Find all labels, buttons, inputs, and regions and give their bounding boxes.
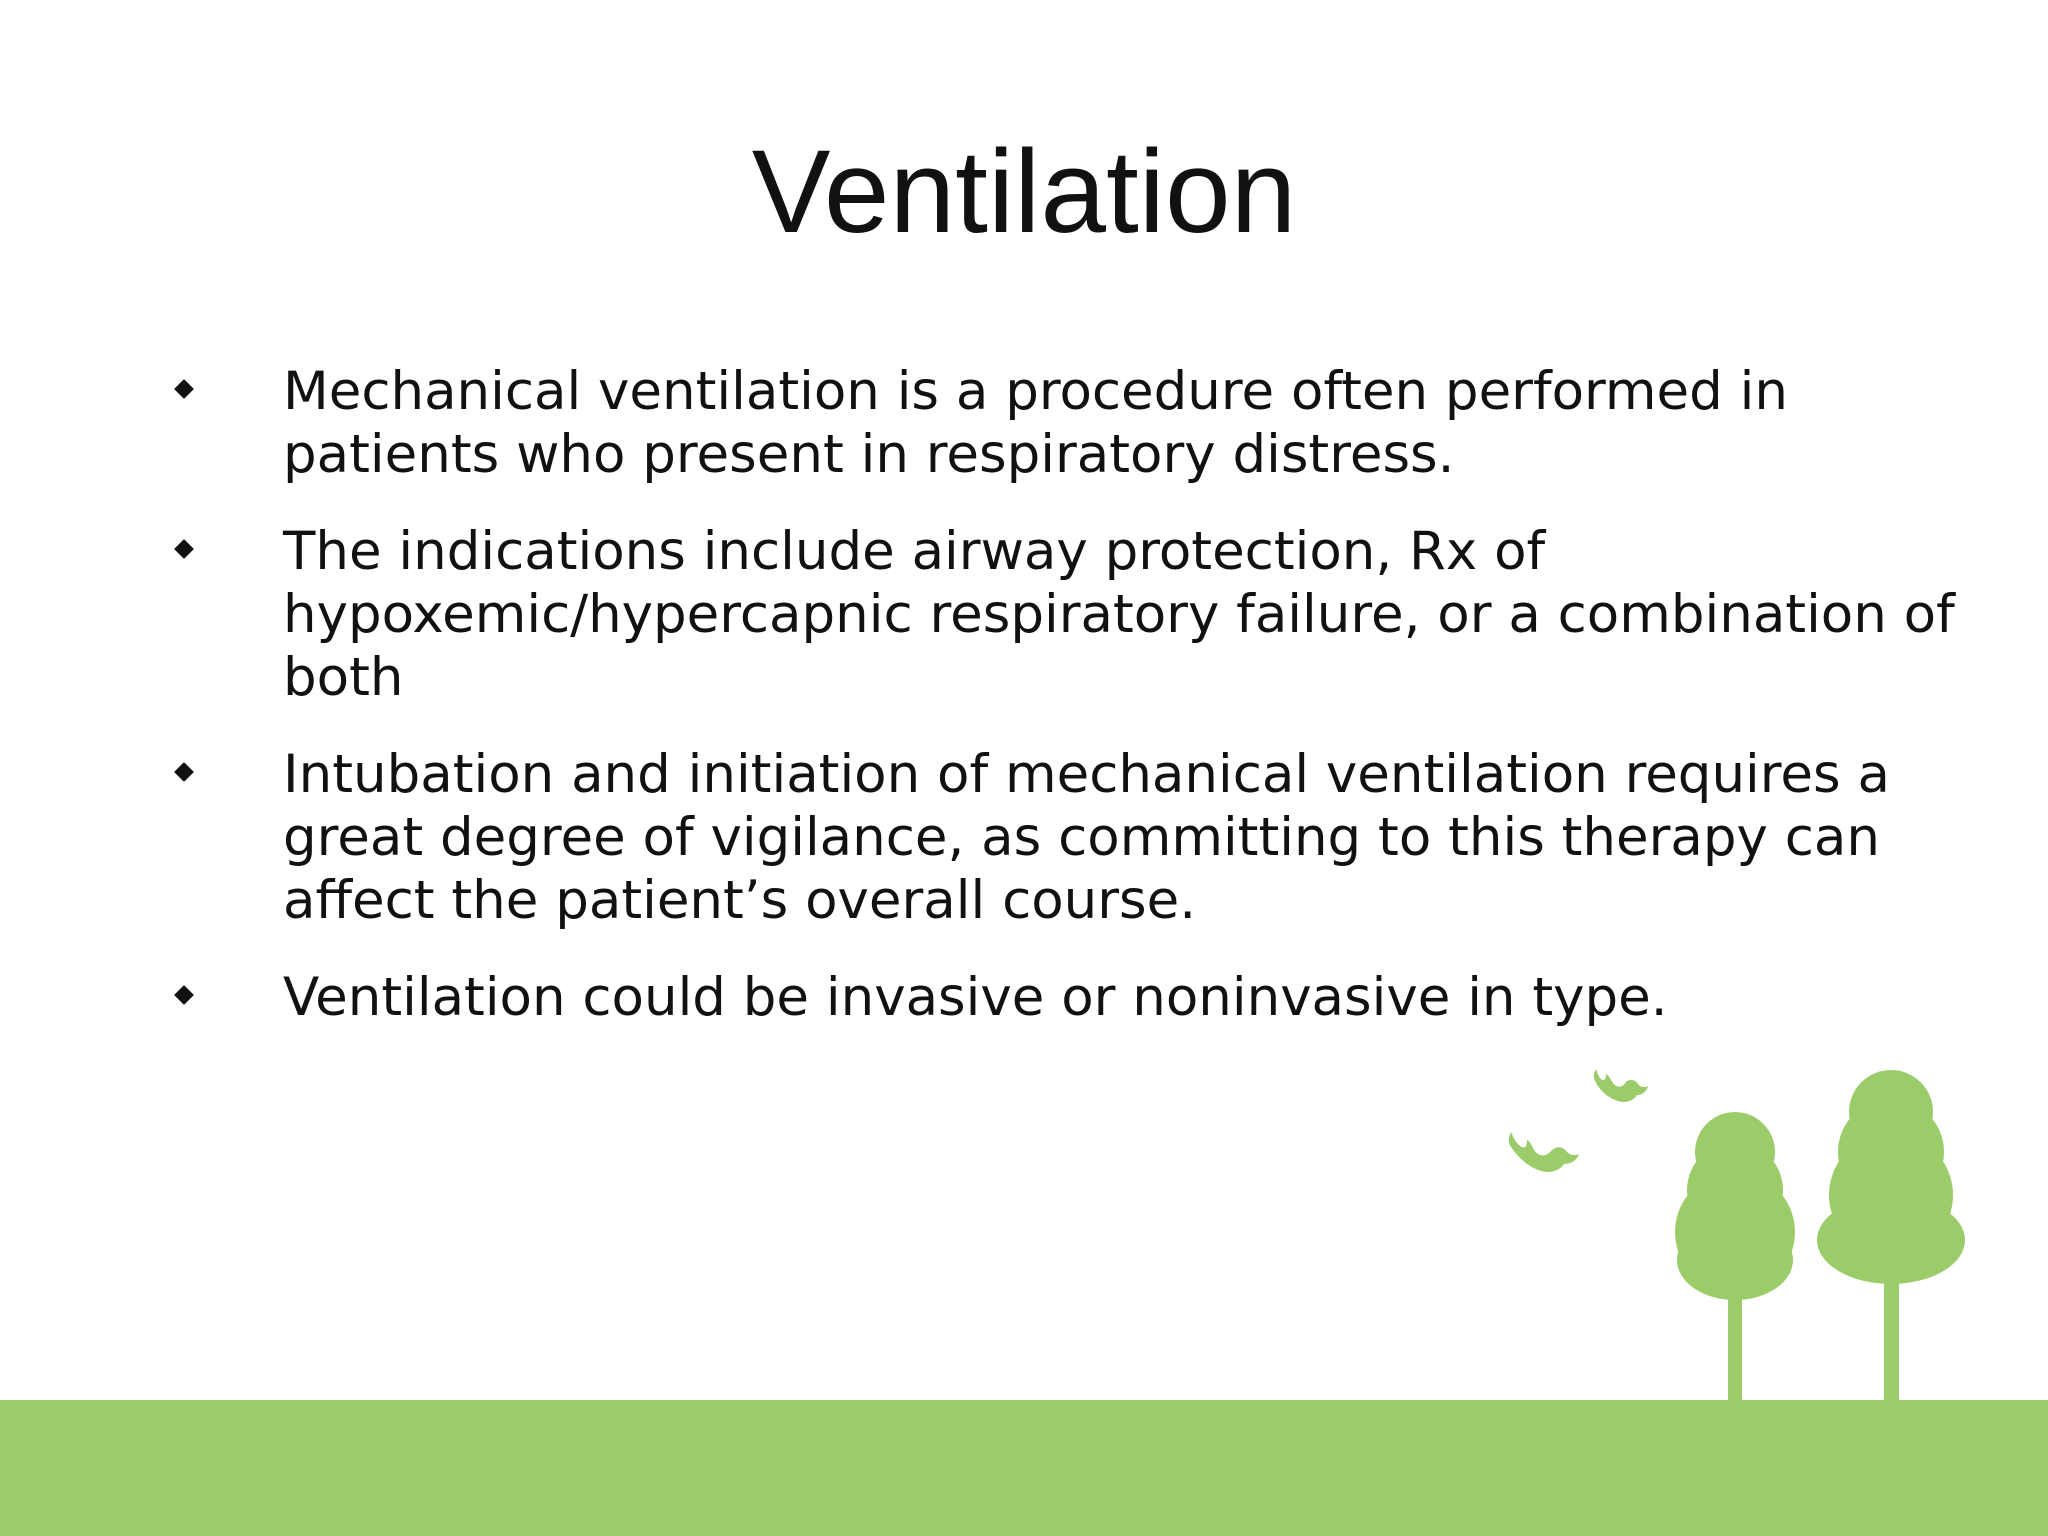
list-item: [0, 360, 2048, 486]
scenery-decoration: [1480, 1060, 2020, 1405]
bullet-text: Ventilation could be invasive or noninvasive in type.: [283, 967, 1668, 1028]
tree-icon: [1675, 1112, 1795, 1405]
bullet-text: The indications include airway protection, Rx of hypoxemic/hypercapnic respiratory failure, or a combination of both: [283, 521, 1955, 708]
diamond-bullet-icon: [174, 539, 194, 559]
list-item: [0, 966, 2048, 1029]
bird-icon: [1594, 1069, 1648, 1102]
list-item: [0, 520, 2048, 709]
bullet-text: Intubation and initiation of mechanical ventilation requires a great degree of vigilance, as committing to this therapy can affect the patient’s overall course.: [283, 744, 1890, 931]
diamond-bullet-icon: [174, 762, 194, 782]
tree-icon: [1817, 1070, 1965, 1405]
ground-band: [0, 1400, 2048, 1536]
bullet-list: [0, 360, 2048, 1063]
slide-title: Ventilation: [751, 126, 1297, 258]
list-item: [0, 743, 2048, 932]
diamond-bullet-icon: [174, 379, 194, 399]
bullet-text: Mechanical ventilation is a procedure often performed in patients who present in respiratory distress.: [283, 361, 1788, 485]
bird-icon: [1509, 1132, 1579, 1172]
diamond-bullet-icon: [174, 985, 194, 1005]
